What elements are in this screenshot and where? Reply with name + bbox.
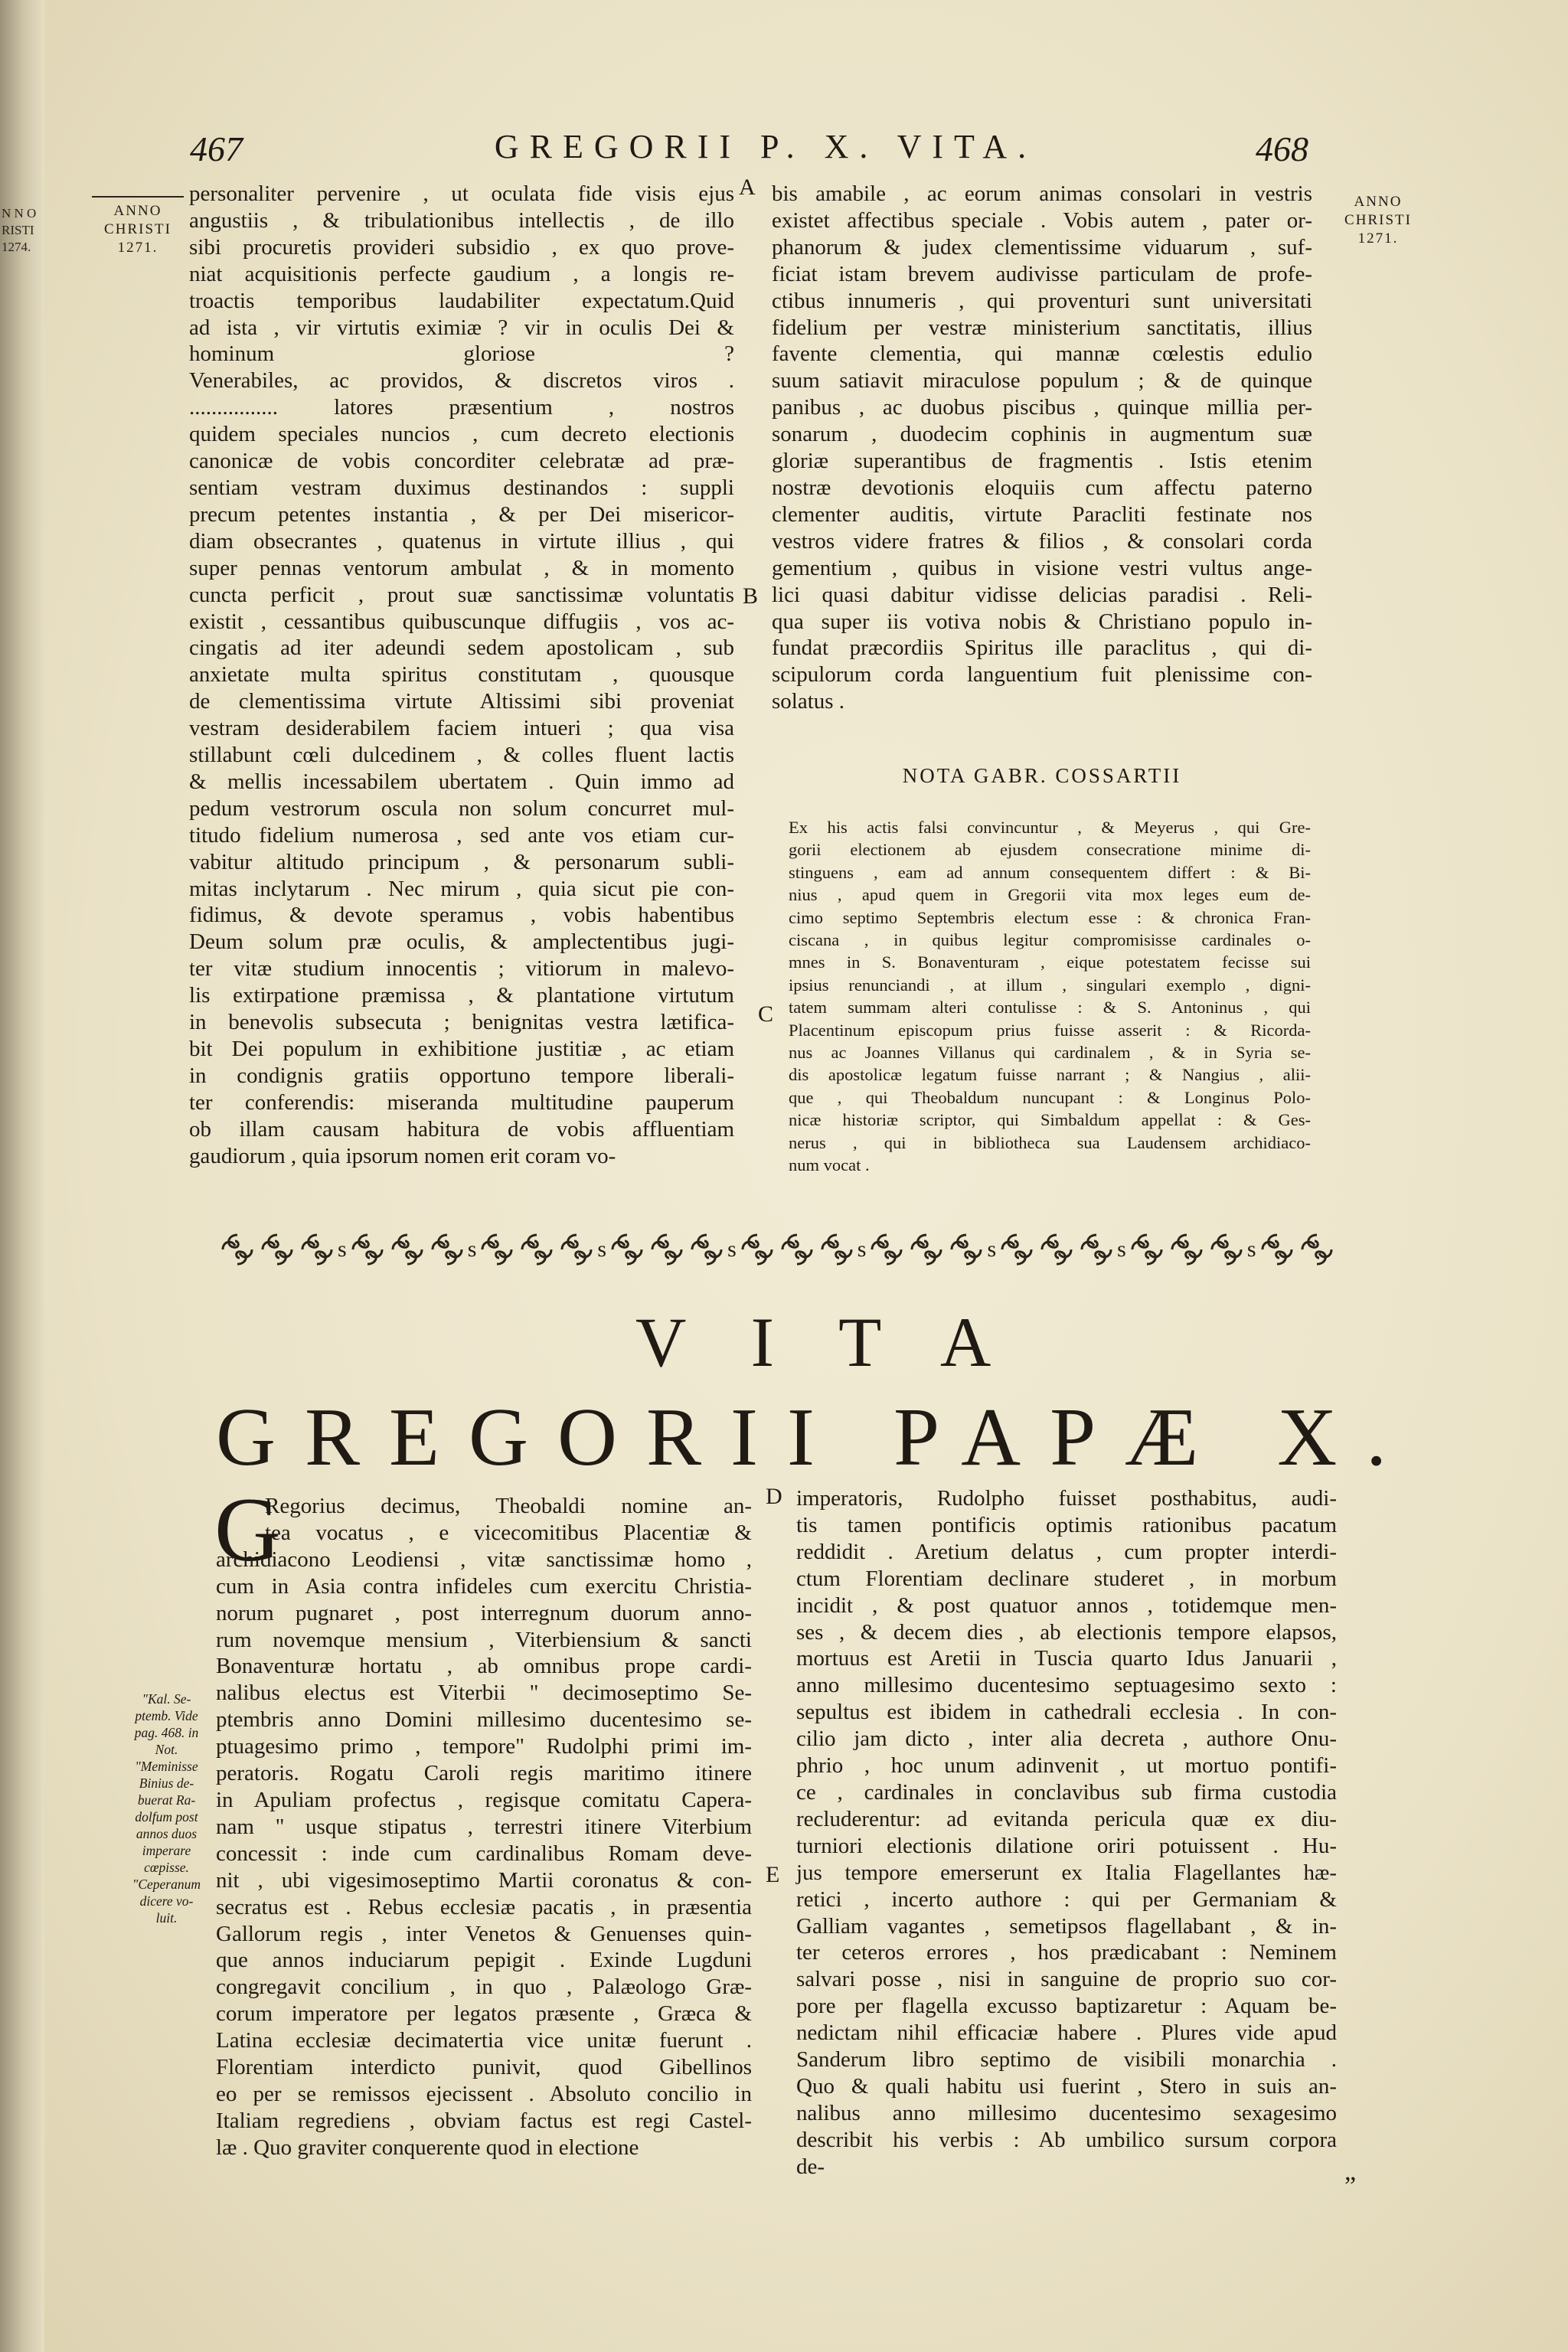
fleuron-icon <box>608 1230 646 1269</box>
text-line: mitas inclytarum . Nec mirum , quia sicut pie con- <box>189 876 734 901</box>
text-line: nostræ devotionis eloquiis cum affectu paterno <box>772 475 1312 500</box>
nota-body <box>789 816 1311 1177</box>
ornament-band <box>218 1225 1336 1274</box>
facing-page-edge <box>2 205 47 256</box>
text-line: solatus . <box>772 689 845 714</box>
fleuron-icon <box>1207 1230 1246 1269</box>
text-line: de clementissima virtute Altissimi sibi proveniat <box>189 689 734 714</box>
ornament-separator: s <box>597 1236 607 1262</box>
text-line: salvari posse , nisi in sanguine de proprio suo cor- <box>796 1967 1337 1992</box>
left-page-number: 467 <box>190 129 243 168</box>
text-line: archidiacono Leodiensi , vitæ sanctissimæ homo , <box>216 1547 752 1572</box>
margin-note-line: Not. <box>155 1742 178 1757</box>
text-line: ob illam causam habitura de vobis affluentiam <box>189 1116 734 1142</box>
margin-rule <box>92 196 184 198</box>
text-line: ptembris anno Domini millesimo ducentesimo se- <box>216 1707 752 1733</box>
margin-note-line: "Meminisse <box>135 1759 198 1774</box>
text-line: Ex his actis falsi convincuntur , & Meyerus , qui Gre- <box>789 818 1311 837</box>
text-line: phanorum & judex clementissime viduarum , suf- <box>772 234 1312 260</box>
fleuron-icon <box>648 1230 686 1269</box>
section-letter-e: E <box>766 1862 780 1887</box>
text-line: turniori electionis dilatione oriri potuissent . Hu- <box>796 1833 1337 1858</box>
text-line: congregavit concilium , in quo , Palæologo Græ- <box>216 1975 752 2000</box>
text-line: ter conferendis: miseranda multitudine pauperum <box>189 1089 734 1115</box>
fleuron-icon <box>998 1230 1036 1269</box>
text-line: sonarum , duodecim cophinis in augmentum suæ <box>772 422 1312 447</box>
margin-note-line: pag. 468. in <box>134 1725 199 1740</box>
text-line: ter vitæ studium innocentis ; vitiorum in malevo- <box>189 956 734 982</box>
text-line: sentiam vestram duximus destinandos : suppli <box>189 475 734 500</box>
fleuron-icon <box>778 1230 816 1269</box>
text-line: Venerabiles, ac providos, & discretos viros . <box>189 368 734 394</box>
fleuron-icon <box>557 1230 596 1269</box>
text-line: nius , apud quem in Gregorii vita mox leges eum de- <box>789 885 1311 905</box>
text-line: recluderentur: ad evitanda pericula quæ ex diu- <box>796 1806 1337 1831</box>
text-line: mortuus est Aretii in Tuscia quarto Idus Januarii , <box>796 1646 1337 1671</box>
text-line: cingatis ad iter adeundi sedem apostolicam , sub <box>189 635 734 661</box>
text-line: læ . Quo graviter conquerente quod in electione <box>216 2135 639 2160</box>
text-line: vabitur altitudo principum , & personarum subli- <box>189 849 734 874</box>
text-line: fidelium per vestræ ministerium sanctitatis, illius <box>772 315 1312 340</box>
text-line: ce , cardinales in conclavibus sub firma custodia <box>796 1779 1337 1805</box>
section-letter-d: D <box>766 1484 782 1509</box>
lower-right-column <box>796 1485 1337 2180</box>
fleuron-icon <box>348 1230 387 1269</box>
text-line: hominum gloriose ? <box>189 341 734 367</box>
margin-note-line: Binius de- <box>139 1775 194 1791</box>
text-line: gloriæ superantibus de fragmentis . Istis etenim <box>772 449 1312 474</box>
text-line: scipulorum corda languentium fuit plenissime con- <box>772 662 1312 688</box>
text-line: stillabunt cœli dulcedinem , & colles fluent lactis <box>189 743 734 768</box>
text-line: nalibus electus est Viterbii " decimoseptimo Se- <box>216 1681 752 1706</box>
fleuron-icon <box>688 1230 726 1269</box>
text-line: Latina ecclesiæ decimatertia vice unitæ fuerunt . <box>216 2028 752 2053</box>
fleuron-icon <box>818 1230 856 1269</box>
text-line: super pennas ventorum ambulat , & in momento <box>189 555 734 580</box>
fleuron-icon <box>1168 1230 1206 1269</box>
text-line: ses , & decem dies , ab electionis tempore elapsos, <box>796 1619 1337 1645</box>
fleuron-icon <box>1128 1230 1166 1269</box>
text-line: nam " usque stipatus , terrestri itinere Viterbium <box>216 1814 752 1839</box>
fleuron-icon <box>1298 1230 1336 1269</box>
text-line: in benevolis subsecuta ; benignitas vestra lætifica- <box>189 1010 734 1035</box>
text-line: suum satiavit miraculose populum ; & de quinque <box>772 368 1312 394</box>
text-line: clementer auditis, virtute Paracliti festinate nos <box>772 501 1312 527</box>
text-line: ................ latores præsentium , nostros <box>189 395 734 420</box>
margin-note-line: "Kal. Se- <box>142 1691 191 1707</box>
fleuron-icon <box>388 1230 426 1269</box>
margin-note-line: dolfum post <box>135 1809 198 1824</box>
anno-christi-right <box>1321 193 1436 248</box>
text-line: ter ceteros errores , hos prædicabant : Neminem <box>796 1940 1337 1965</box>
fleuron-icon <box>867 1230 906 1269</box>
text-line: anno millesimo ducentesimo septuagesimo sexto : <box>796 1673 1337 1698</box>
text-line: qua super iis votiva nobis & Christiano populo in- <box>772 609 1312 634</box>
lower-left-column <box>214 1478 752 2161</box>
text-line: lici quasi dabitur vidisse delicias paradisi . Reli- <box>772 582 1312 607</box>
text-line: favente clementia, qui mannæ cœlestis edulio <box>772 341 1312 367</box>
margin-note-line: cœpisse. <box>144 1860 189 1875</box>
text-line: norum pugnaret , post interregnum duorum anno- <box>216 1600 752 1625</box>
edge-line: N N O <box>2 206 37 220</box>
fleuron-icon <box>518 1230 556 1269</box>
nota-heading: NOTA GABR. COSSARTII <box>902 764 1182 787</box>
text-line: corum imperatore per legatos præsente , Græca & <box>216 2001 752 2027</box>
title-gregorii-papae: GREGORII PAPÆ X. <box>216 1392 1416 1483</box>
text-line: ptuagesimo primo , tempore" Rudolphi primi im- <box>216 1734 752 1759</box>
section-letter-b: B <box>743 583 759 609</box>
text-line: Galliam vagantes , semetipsos flagellabant , & in- <box>796 1913 1337 1939</box>
ornament-separator: s <box>857 1236 867 1262</box>
fleuron-icon <box>1037 1230 1076 1269</box>
text-line: vestram desiderabilem faciem intueri ; qua visa <box>189 716 734 741</box>
fleuron-icon <box>1077 1230 1116 1269</box>
text-line: nicæ historiæ scriptor, qui Simbaldum appellat : & Ges- <box>789 1110 1311 1130</box>
text-line: secratus est . Rebus ecclesiæ pacatis , in præsentia <box>216 1894 752 1919</box>
text-line: precum petentes instantia , & per Dei misericor- <box>189 501 734 527</box>
text-line: Florentiam interdicto punivit, quod Gibellinos <box>216 2055 752 2080</box>
text-line: retici , incerto authore : qui per Germaniam & <box>796 1886 1337 1912</box>
text-line: pedum vestrorum oscula non solum concurret mul- <box>189 795 734 821</box>
text-line: troactis temporibus laudabiliter expectatum.Quid <box>189 288 734 313</box>
fleuron-icon <box>298 1230 336 1269</box>
text-line: incidit , & post quatuor annos , totidemque men- <box>796 1592 1337 1618</box>
text-line: quidem speciales nuncios , cum decreto electionis <box>189 422 734 447</box>
edge-line: 1274. <box>2 240 31 254</box>
text-line: existet affectibus speciale . Vobis autem , pater or- <box>772 207 1312 233</box>
text-line: gorii electionem ab ejusdem consecratione minime di- <box>789 840 1311 860</box>
text-line: Regorius decimus, Theobaldi nomine an- <box>265 1494 752 1518</box>
drop-cap: G <box>214 1478 281 1580</box>
text-line: cuncta perficit , prout suæ sanctissimæ voluntatis <box>189 582 734 607</box>
text-line: tatem summam alteri contulisse : & S. Antoninus , qui <box>789 998 1311 1018</box>
text-line: ciscana , in quibus legitur compromisisse cardinales o- <box>789 930 1311 950</box>
text-line: angustiis , & tribulationibus intellectis , de illo <box>189 207 734 233</box>
text-line: cum in Asia contra infideles cum exercitu Christia- <box>216 1573 752 1599</box>
text-line: de- <box>796 2154 825 2179</box>
text-line: nus ac Joannes Villanus qui cardinalem , & in Syria se- <box>789 1043 1311 1063</box>
text-line: in Apuliam profectus , regisque comitatu Capera- <box>216 1787 752 1812</box>
running-title: GREGORII P. X. VITA. <box>494 128 1037 165</box>
text-line: Gallorum regis , inter Venetos & Genuenses quin- <box>216 1921 752 1946</box>
margin-note <box>122 1690 211 1926</box>
title-vita: VITA <box>635 1303 1056 1381</box>
margin-note-line: ptemb. Vide <box>135 1708 198 1723</box>
text-line: cimo septimo Septembris electum esse : & chronica Fran- <box>789 907 1311 927</box>
fleuron-icon <box>947 1230 985 1269</box>
text-line: bit Dei populum in exhibitione justitiæ , ac etiam <box>189 1037 734 1061</box>
anno-label: ANNO <box>113 203 162 219</box>
text-line: anxietate multa spiritus constitutam , quousque <box>189 662 734 688</box>
text-line: fidimus, & devote speramus , vobis habentibus <box>189 903 734 928</box>
text-line: imperatoris, Rudolpho fuisset posthabitus, audi- <box>796 1486 1337 1511</box>
text-line: tis tamen pontificis optimis rationibus pacatum <box>796 1512 1337 1537</box>
fleuron-icon <box>478 1230 516 1269</box>
text-line: ficiat istam brevem audivisse particulam de profe- <box>772 261 1312 286</box>
text-line: nit , ubi vigesimoseptimo Martii coronatus & con- <box>216 1867 752 1893</box>
christi-label: CHRISTI <box>104 221 172 237</box>
fleuron-icon <box>907 1230 946 1269</box>
ornament-separator: s <box>1117 1236 1126 1262</box>
text-line: titudo fidelium numerosa , sed ante vos etiam cur- <box>189 822 734 848</box>
catchword-quote-mark: „ <box>1344 2158 1357 2186</box>
text-line: canonicæ de vobis concorditer celebratæ ad præ- <box>189 449 734 474</box>
margin-note-line: luit. <box>155 1910 178 1926</box>
margin-note-line: annos duos <box>136 1826 198 1841</box>
text-line: existit , cessantibus quibuscunque diffugiis , vos ac- <box>189 609 734 634</box>
text-line: peratoris. Rogatu Caroli regis maritimo itinere <box>216 1761 752 1786</box>
text-line: gaudiorum , quia ipsorum nomen erit coram vo- <box>189 1143 616 1168</box>
fleuron-icon <box>428 1230 466 1269</box>
fleuron-icon <box>218 1230 256 1269</box>
anno-christi-left <box>84 196 191 257</box>
text-line: que annos induciarum pepigit . Exinde Lugduni <box>216 1948 752 1973</box>
text-line: & mellis incessabilem ubertatem . Quin immo ad <box>189 769 734 794</box>
anno-year: 1271. <box>117 240 158 256</box>
text-line: diam obsecrantes , quatenus in virtute illius , qui <box>189 528 734 554</box>
anno-label: ANNO <box>1354 194 1403 210</box>
text-line: describit his verbis : Ab umbilico sursum corpora <box>796 2127 1337 2152</box>
text-line: pore per flagella excusso baptizaretur : Aquam be- <box>796 1994 1337 2019</box>
text-line: eo per se remissos ejecissent . Absoluto concilio in <box>216 2081 752 2106</box>
text-line: fundat præcordiis Spiritus ille paraclitus , qui di- <box>772 635 1312 661</box>
fleuron-icon <box>738 1230 776 1269</box>
text-line: phrio , hoc unum adinvenit , ut mortuo pontifi- <box>796 1753 1337 1779</box>
text-line: bis amabile , ac eorum animas consolari in vestris <box>772 181 1312 206</box>
section-letter-c: C <box>758 1001 774 1027</box>
christi-label: CHRISTI <box>1344 212 1412 228</box>
text-line: que , qui Theobaldum nuncupant : & Longinus Polo- <box>789 1087 1311 1107</box>
text-line: Bonaventuræ hortatu , ab omnibus prope cardi- <box>216 1654 752 1679</box>
text-line: niat acquisitionis perfecte gaudium , a longis re- <box>189 261 734 286</box>
text-line: dis apostolicæ legatum fuisse narrant ; & Nangius , alii- <box>789 1065 1311 1085</box>
ornament-separator: s <box>987 1236 997 1262</box>
text-line: cilio jam dicto , inter alia decreta , authore Onu- <box>796 1726 1337 1752</box>
text-line: gementium , quibus in visione vestri vultus ange- <box>772 555 1312 580</box>
text-line: ctibus innumeris , qui proventuri sunt universitati <box>772 288 1312 313</box>
text-line: Quo & quali habitu usi fuerint , Stero in suis an- <box>796 2073 1337 2099</box>
text-line: rum novemque mensium , Viterbiensium & sancti <box>216 1627 752 1652</box>
text-line: sepultus est ibidem in cathedrali ecclesia . In con- <box>796 1700 1337 1725</box>
anno-year: 1271. <box>1357 230 1399 247</box>
text-line: num vocat . <box>789 1155 870 1175</box>
text-line: personaliter pervenire , ut oculata fide visis ejus <box>189 181 734 206</box>
upper-right-column <box>772 181 1312 715</box>
text-line: Italiam regrediens , obviam factus est regi Castel- <box>216 2108 752 2133</box>
text-line: ad ista , vir virtutis eximiæ ? vir in oculis Dei & <box>189 315 734 340</box>
text-line: stinguens , eam ad annum consequentem differt : & Bi- <box>789 862 1311 882</box>
text-line: mnes in S. Bonaventuram , eique potestatem fecisse sui <box>789 952 1311 972</box>
book-gutter <box>0 0 44 2352</box>
upper-left-column <box>189 181 734 1170</box>
ornament-separator: s <box>727 1236 737 1262</box>
text-line: vestros videre fratres & filios , & consolari corda <box>772 528 1312 554</box>
text-line: nedictam nihil efficaciæ habere . Plures vide apud <box>796 2020 1337 2046</box>
ornament-separator: s <box>1246 1236 1256 1262</box>
text-line: nerus , qui in bibliotheca sua Laudensem archidiaco- <box>789 1132 1311 1152</box>
margin-note-line: buerat Ra- <box>137 1792 196 1808</box>
text-line: jus tempore emerserunt ex Italia Flagellantes hæ- <box>796 1860 1337 1885</box>
section-letter-a: A <box>739 175 756 200</box>
text-line: Placentinum episcopum prius fuisse asserit : & Ricorda- <box>789 1020 1311 1040</box>
edge-line: RISTI <box>2 223 34 237</box>
margin-note-line: dicere vo- <box>139 1893 194 1909</box>
margin-note-line: "Ceperanum <box>132 1877 201 1892</box>
text-line: ipsius renunciandi , at illum , singulari exemplo , digni- <box>789 975 1311 995</box>
right-page-number: 468 <box>1256 129 1308 168</box>
ornament-separator: s <box>338 1236 347 1262</box>
text-line: concessit : inde cum cardinalibus Romam deve- <box>216 1841 752 1866</box>
text-line: ctum Florentiam declinare studeret , in morbum <box>796 1566 1337 1591</box>
fleuron-icon <box>1258 1230 1296 1269</box>
text-line: reddidit . Aretium delatus , cum propter interdi- <box>796 1539 1337 1564</box>
text-line: sibi procuretis provideri subsidio , ex quo prove- <box>189 234 734 260</box>
text-line: in condignis gratiis opportuno tempore liberali- <box>189 1063 734 1088</box>
fleuron-icon <box>258 1230 296 1269</box>
ornament-separator: s <box>467 1236 477 1262</box>
text-line: tea vocatus , e vicecomitibus Placentiæ & <box>265 1520 752 1545</box>
text-line: lis extirpatione præmissa , & plantatione virtutum <box>189 983 734 1008</box>
text-line: Deum solum præ oculis, & amplectentibus jugi- <box>189 929 734 955</box>
text-line: nalibus anno millesimo ducentesimo sexagesimo <box>796 2100 1337 2125</box>
text-line: panibus , ac duobus piscibus , quinque millia per- <box>772 395 1312 420</box>
text-line: Sanderum libro septimo de visibili monarchia . <box>796 2047 1337 2073</box>
margin-note-line: imperare <box>142 1843 191 1858</box>
